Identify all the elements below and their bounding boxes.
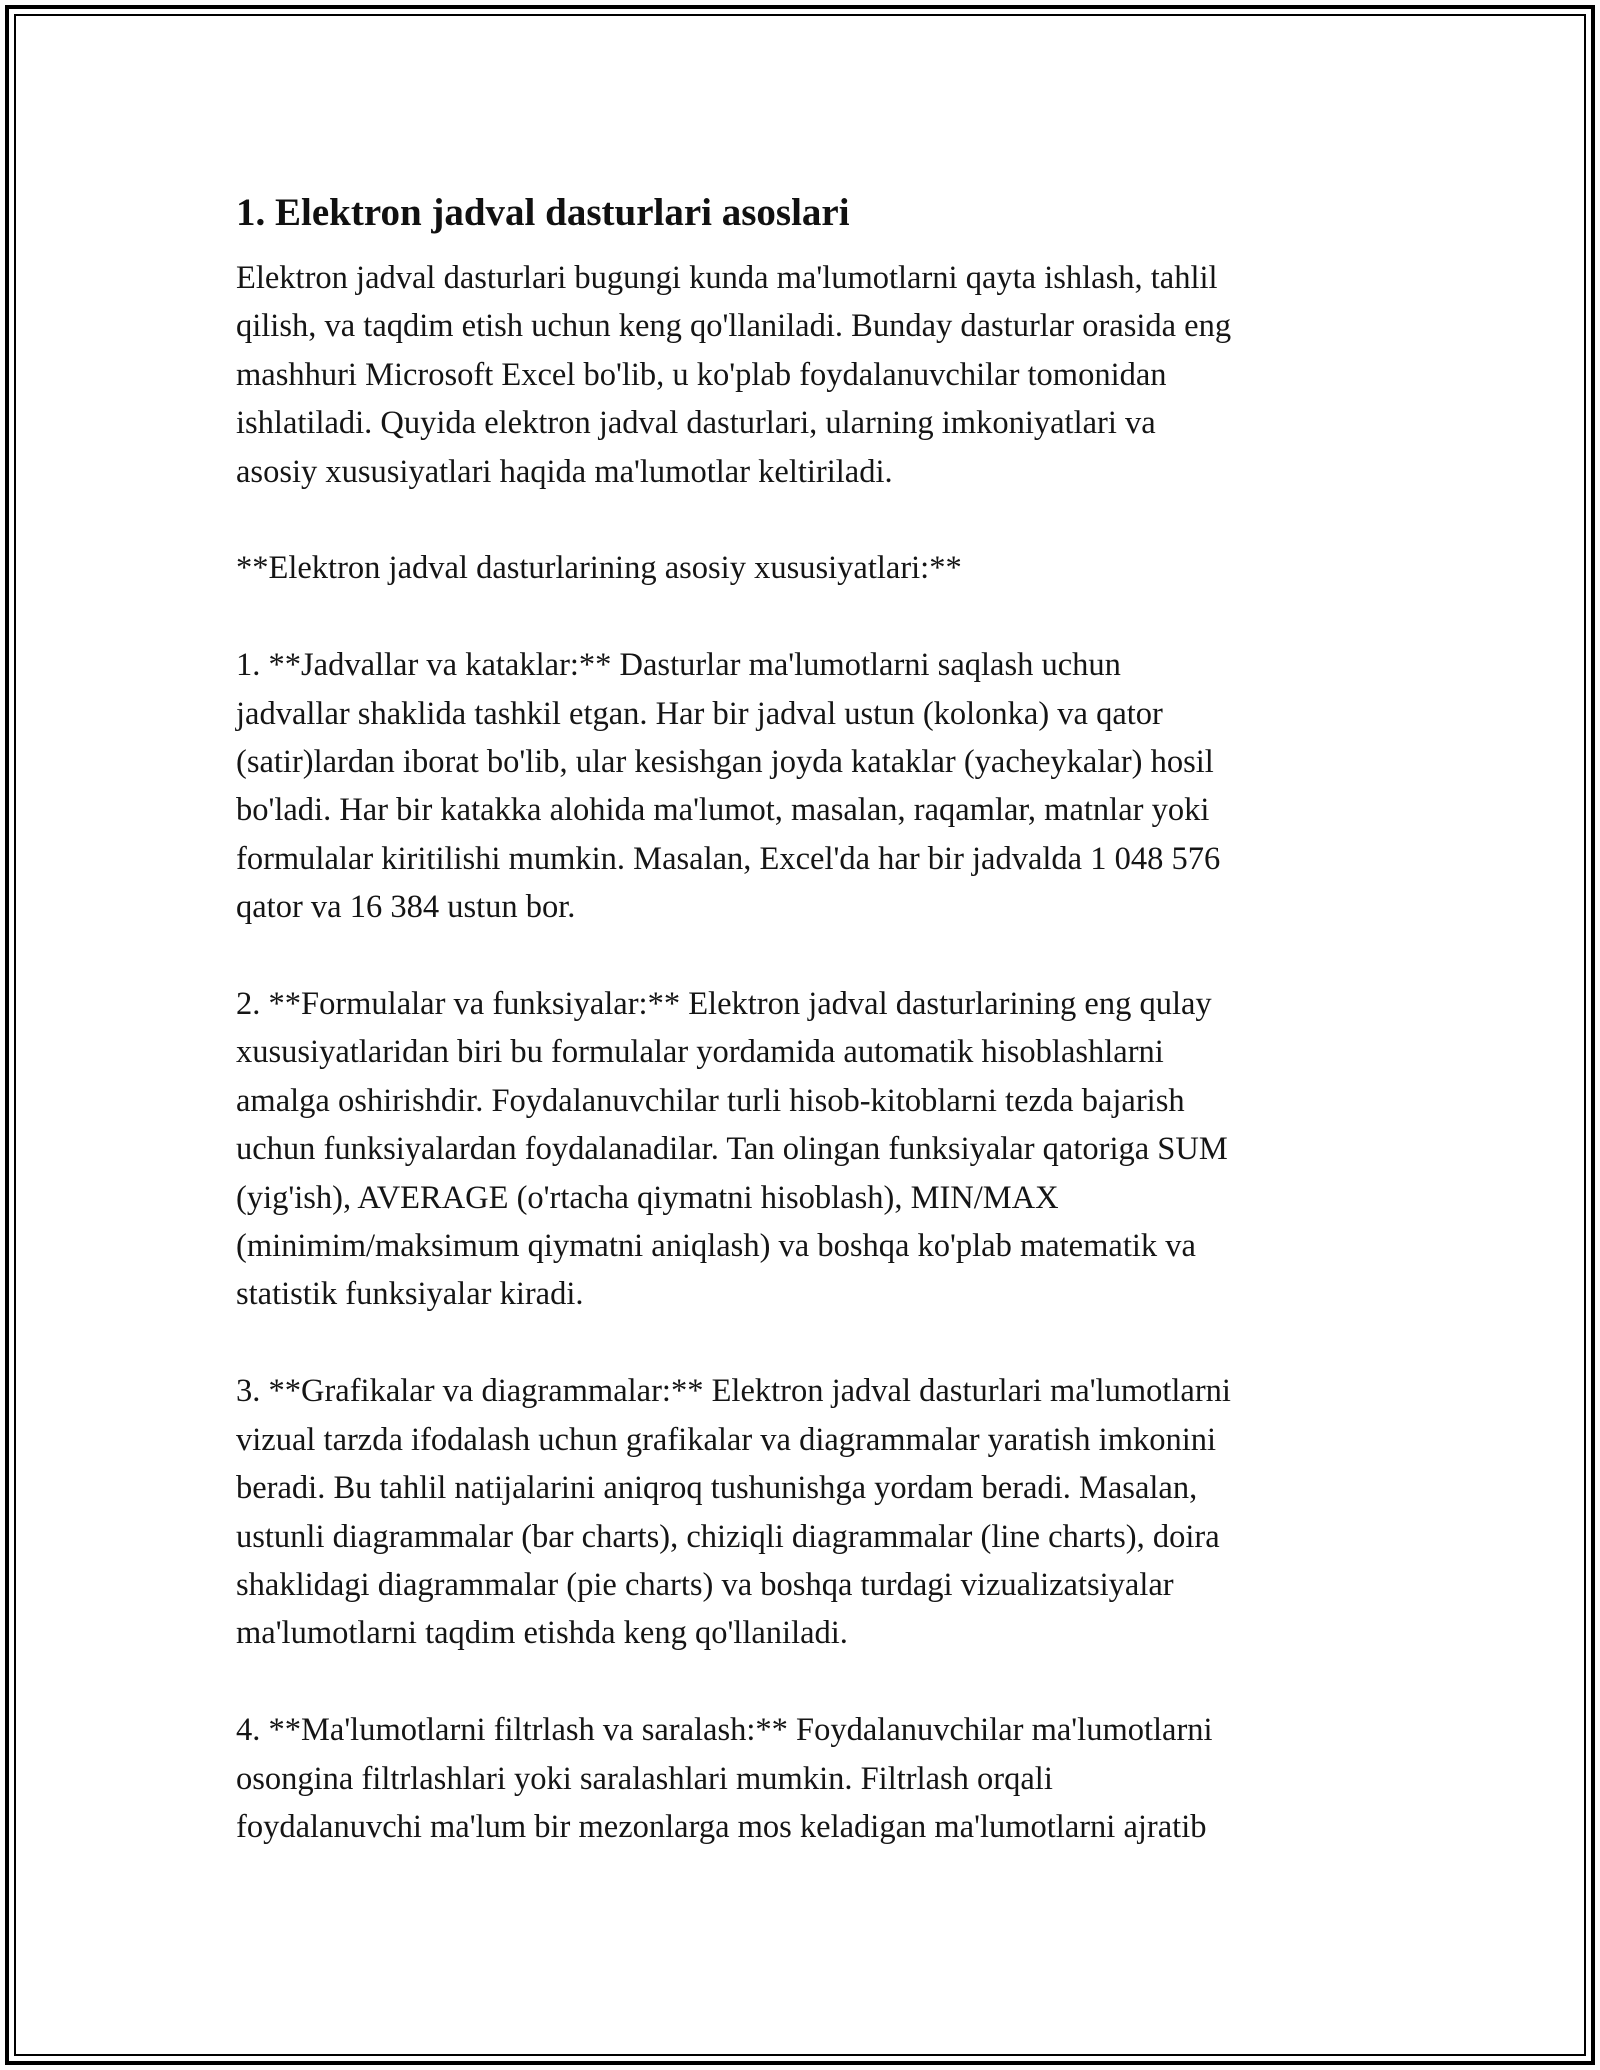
list-item-jadvallar: 1. **Jadvallar va kataklar:** Dasturlar ma'lumotlarni saqlash uchun jadvallar shaklida tashkil etgan. Har bir jadval ustun (kolonka) va qator (satir)lardan iborat bo'lib, ular kesishgan joyda kataklar (yacheykalar) hosil bo'ladi. Har bir katakka alohida ma'lumot, masalan, raqamlar, matnlar yoki formulalar kiritilishi mumkin. Masalan, Excel'da har bir jadvalda 1 048 576 qator va 16 384 ustun bor.	[236, 647, 1221, 926]
list-item-filtrlash: 4. **Ma'lumotlarni filtrlash va saralash:** Foydalanuvchilar ma'lumotlarni osongina filtrlashlari yoki saralashlari mumkin. Filtrlash orqali foydalanuvchi ma'lum bir mezonlarga mos keladigan ma'lumotlarni ajratib	[236, 1712, 1213, 1845]
section-heading: **Elektron jadval dasturlarining asosiy xususiyatlari:**	[236, 550, 962, 587]
list-item-grafikalar: 3. **Grafikalar va diagrammalar:** Elektron jadval dasturlari ma'lumotlarni vizual tarzda ifodalash uchun grafikalar va diagrammalar yaratish imkonini beradi. Bu tahlil natijalarini aniqroq tushunishga yordam beradi. Masalan, ustunli diagrammalar (bar charts), chiziqli diagrammalar (line charts), doira shaklidagi diagrammalar (pie charts) va boshqa turdagi vizualizatsiyalar ma'lumotlarni taqdim etishda keng qo'llaniladi.	[236, 1373, 1231, 1652]
document-body	[236, 186, 1366, 1851]
list-item-formulalar: 2. **Formulalar va funksiyalar:** Elektron jadval dasturlarining eng qulay xususiyatlaridan biri bu formulalar yordamida automatik hisoblashlarni amalga oshirishdir. Foydalanuvchilar turli hisob-kitoblarni tezda bajarish uchun funksiyalardan foydalanadilar. Tan olingan funksiyalar qatoriga SUM (yig'ish), AVERAGE (o'rtacha qiymatni hisoblash), MIN/MAX (minimim/maksimum qiymatni aniqlash) va boshqa ko'plab matematik va statistik funksiyalar kiradi.	[236, 986, 1228, 1313]
intro-paragraph: Elektron jadval dasturlari bugungi kunda ma'lumotlarni qayta ishlash, tahlil qilish, va taqdim etish uchun keng qo'llaniladi. Bunday dasturlar orasida eng mashhuri Microsoft Excel bo'lib, u ko'plab foydalanuvchilar tomonidan ishlatiladi. Quyida elektron jadval dasturlari, ularning imkoniyatlari va asosiy xususiyatlari haqida ma'lumotlar keltiriladi.	[236, 260, 1232, 490]
document-title: 1. Elektron jadval dasturlari asoslari	[236, 191, 850, 234]
